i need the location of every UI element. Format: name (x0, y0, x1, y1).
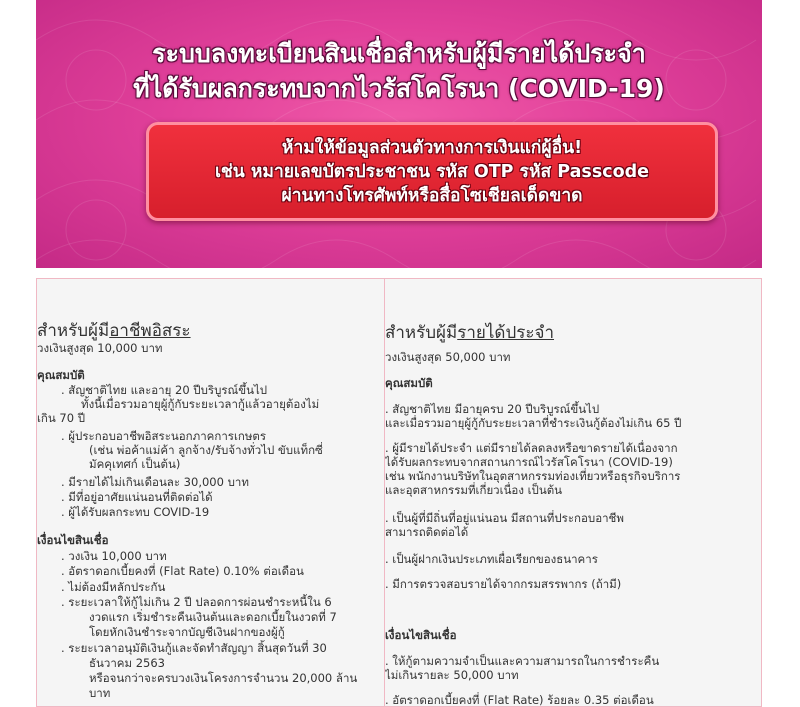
freelance-panel (36, 278, 385, 707)
qual-item-cont: และอุตสาหกรรมที่เกี่ยวเนื่อง เป็นต้น (385, 483, 563, 497)
qual-item: . มีรายได้ไม่เกินเดือนละ 30,000 บาท (61, 475, 249, 489)
banner-title-line1: ระบบลงทะเบียนสินเชื่อสำหรับผู้มีรายได้ประจำ (152, 39, 646, 68)
cond-item-cont: บาท (89, 686, 111, 700)
cond-item: . ให้กู้ตามความจำเป็นและความสามารถในการชำระคืน (385, 654, 660, 668)
qual-item-cont: มัคคุเทศก์ เป็นต้น) (89, 457, 181, 471)
panel-heading (385, 319, 554, 346)
qual-item: . มีการตรวจสอบรายได้จากกรมสรรพากร (ถ้ามี) (385, 577, 622, 591)
qual-item-cont: ได้รับผลกระทบจากสถานการณ์ไวรัสโคโรนา (COVID-19) (385, 455, 673, 469)
warning-line3: ผ่านทางโทรศัพท์หรือสื่อโซเชียลเด็ดขาด (281, 186, 583, 206)
warning-box (146, 122, 718, 221)
qual-item: . เป็นผู้ที่มีถิ่นที่อยู่แน่นอน มีสถานที่ประกอบอาชีพ (385, 511, 624, 525)
cond-item: . อัตราดอกเบี้ยคงที่ (Flat Rate) 0.10% ต่อเดือน (61, 564, 304, 578)
qual-item: . ผู้มีรายได้ประจำ แต่มีรายได้ลดลงหรือขาดรายได้เนื่องจาก (385, 441, 678, 455)
cond-item: . วงเงิน 10,000 บาท (61, 549, 167, 563)
credit-limit: วงเงินสูงสุด 50,000 บาท (385, 350, 511, 364)
qual-item-cont: และเมื่อรวมอายุผู้กู้กับระยะเวลาที่ชำระเงินกู้ต้องไม่เกิน 65 ปี (385, 416, 682, 430)
hero-banner (36, 0, 762, 268)
cond-item-cont: งวดแรก เริ่มชำระคืนเงินต้นและดอกเบี้ยในงวดที่ 7 (89, 610, 337, 624)
cond-item-cont: หรือจนกว่าจะครบวงเงินโครงการจำนวน 20,000 ล้าน (89, 671, 358, 685)
qualifications-title: คุณสมบัติ (37, 368, 85, 382)
qual-item: . ผู้ได้รับผลกระทบ COVID-19 (61, 505, 210, 519)
qual-item: . ผู้ประกอบอาชีพอิสระนอกภาคการเกษตร (61, 429, 267, 443)
cond-item: . ระยะเวลาให้กู้ไม่เกิน 2 ปี ปลอดการผ่อนชำระหนี้ใน 6 (61, 595, 332, 609)
qual-item: . สัญชาติไทย และอายุ 20 ปีบริบูรณ์ขึ้นไป (61, 383, 268, 397)
conditions-title: เงื่อนไขสินเชื่อ (37, 533, 109, 547)
cond-item-cont: ไม่เกินรายละ 50,000 บาท (385, 668, 519, 682)
cond-item: . ระยะเวลาอนุมัติเงินกู้และจัดทำสัญญา สิ้นสุดวันที่ 30 (61, 641, 327, 655)
qual-item-cont: เช่น พนักงานบริษัทในอุตสาหกรรมท่องเที่ยวหรือธุรกิจบริการ (385, 469, 681, 483)
qual-item: . เป็นผู้ฝากเงินประเภทเผื่อเรียกของธนาคาร (385, 552, 598, 566)
cond-item: . ไม่ต้องมีหลักประกัน (61, 580, 166, 594)
heading-underlined: รายได้ประจำ (457, 323, 555, 343)
qual-item-cont: เกิน 70 ปี (37, 411, 85, 425)
qual-item: . มีที่อยู่อาศัยแน่นอนที่ติดต่อได้ (61, 490, 213, 504)
qual-item: . สัญชาติไทย มีอายุครบ 20 ปีบริบูรณ์ขึ้นไป (385, 402, 600, 416)
heading-underlined: อาชีพอิสระ (109, 321, 191, 341)
qualifications-title: คุณสมบัติ (385, 376, 433, 390)
heading-prefix: สำหรับผู้มี (385, 323, 458, 343)
banner-title-line2: ที่ได้รับผลกระทบจากไวรัสโคโรนา (COVID-19) (133, 74, 665, 103)
qual-item-cont: สามารถติดต่อได้ (385, 525, 469, 539)
cond-item: . อัตราดอกเบี้ยคงที่ (Flat Rate) ร้อยละ 0.35 ต่อเดือน (385, 693, 654, 707)
cond-item-cont: ธันวาคม 2563 (89, 656, 165, 670)
salaried-panel (384, 278, 762, 707)
credit-limit: วงเงินสูงสุด 10,000 บาท (37, 341, 163, 355)
warning-line1: ห้ามให้ข้อมูลส่วนตัวทางการเงินแก่ผู้อื่น! (281, 138, 583, 158)
conditions-title: เงื่อนไขสินเชื่อ (385, 628, 457, 642)
heading-prefix: สำหรับผู้มี (37, 321, 110, 341)
cond-item-cont: โดยหักเงินชำระจากบัญชีเงินฝากของผู้กู้ (89, 625, 285, 639)
qual-item-cont: (เช่น พ่อค้าแม่ค้า ลูกจ้าง/รับจ้างทั่วไป ขับแท็กซี่ (89, 443, 323, 457)
qual-item-cont: ทั้งนี้เมื่อรวมอายุผู้กู้กับระยะเวลากู้แล้วอายุต้องไม่ (81, 397, 320, 411)
warning-line2: เช่น หมายเลขบัตรประชาชน รหัส OTP รหัส Passcode (214, 162, 650, 182)
